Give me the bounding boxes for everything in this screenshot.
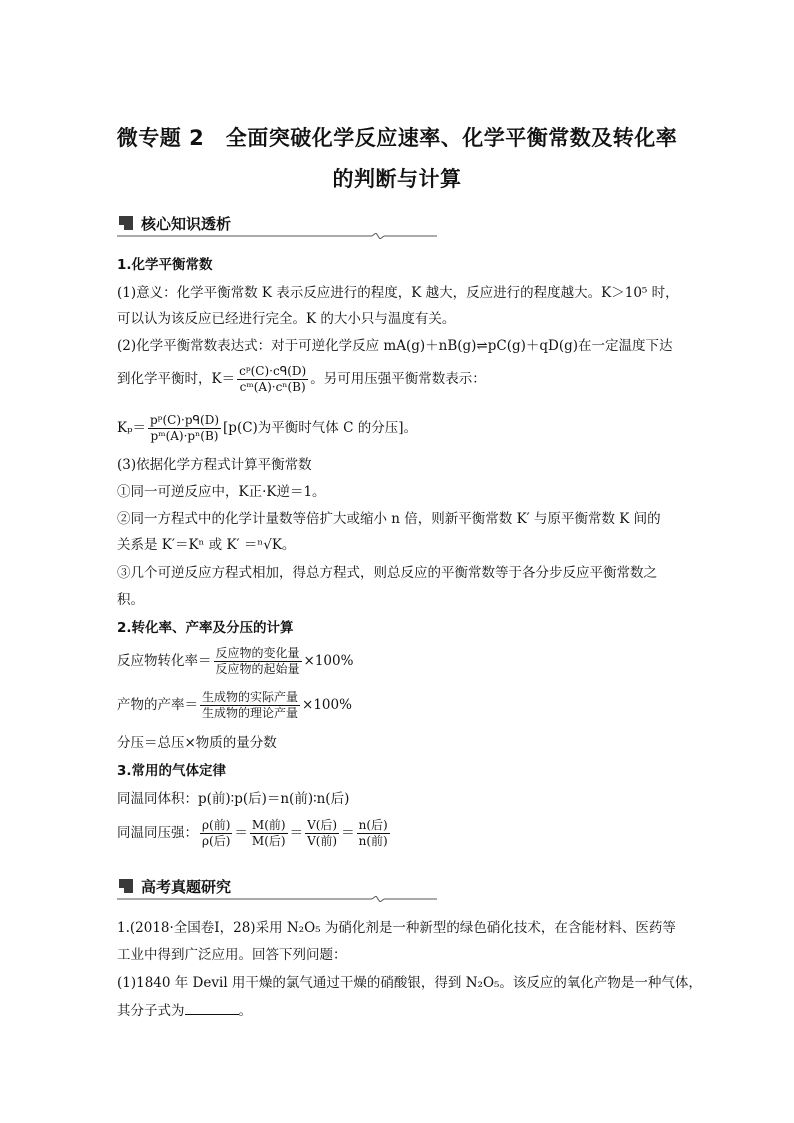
text: [p(C)为平衡时气体 C 的分压]。 (223, 420, 417, 436)
fraction-denominator: 反应物的起始量 (215, 662, 300, 676)
section-divider (117, 896, 437, 902)
page-title-line2: 的判断与计算 (332, 167, 462, 191)
section-title: 核心知识透析 (141, 215, 232, 233)
page-title-line1: 微专题 2 全面突破化学反应速率、化学平衡常数及转化率 (116, 126, 678, 150)
paragraph-line: 积。 (117, 592, 144, 608)
fraction (148, 413, 221, 444)
text: 反应物转化率＝ (117, 653, 212, 669)
section-divider (117, 233, 437, 239)
text: ×100% (303, 653, 354, 669)
fraction-denominator: M(后) (251, 834, 286, 848)
paragraph-line: (3)依据化学方程式计算平衡常数 (117, 457, 312, 473)
fraction (250, 818, 288, 849)
fraction-numerator: n(后) (358, 818, 388, 832)
fraction (200, 690, 300, 721)
paragraph-line: (2)化学平衡常数表达式：对于可逆化学反应 mA(g)＋nB(g)⇌pC(g)＋qD(g)在一定温度下达 (117, 338, 673, 354)
text: 其分子式为 (117, 1003, 185, 1019)
fraction-numerator: pᵖ(C)·pᑫ(D) (149, 413, 220, 427)
paragraph-line: ③几个可逆反应方程式相加，得总方程式，则总反应的平衡常数等于各分步反应平衡常数之 (117, 565, 657, 581)
question-line: 1.(2018·全国卷Ⅰ，28)采用 N₂O₅ 为硝化剂是一种新型的绿色硝化技术，在含能材料、医药等 (117, 920, 676, 936)
text: 。另可用压强平衡常数表示： (310, 371, 486, 387)
question-line: (1)1840 年 Devil 用干燥的氯气通过干燥的硝酸银，得到 N₂O₅。该反应的氧化产物是一种气体， (117, 975, 702, 991)
text: 产物的产率＝ (117, 697, 198, 713)
section-header-core (117, 213, 437, 235)
answer-blank[interactable] (185, 1002, 239, 1015)
gas-law-formula (117, 818, 392, 849)
yield-formula (117, 690, 352, 721)
fraction-numerator: M(前) (251, 818, 286, 832)
section-square-icon (119, 879, 133, 893)
paragraph-line: (1)意义：化学平衡常数 K 表示反应进行的程度，K 越大，反应进行的程度越大。K＞10⁵ 时， (117, 285, 679, 301)
equals: ＝ (234, 825, 248, 841)
k-expression-line (117, 364, 486, 395)
equals: ＝ (289, 825, 304, 841)
paragraph-line: ①同一可逆反应中，K正·K逆＝1。 (117, 484, 326, 500)
fraction (200, 818, 232, 849)
fraction-numerator: 生成物的实际产量 (202, 690, 299, 704)
kp-expression-line (117, 413, 417, 444)
fraction (357, 818, 390, 849)
fraction-numerator: V(后) (307, 818, 338, 832)
fraction (214, 646, 302, 677)
fraction-denominator: pᵐ(A)·pⁿ(B) (150, 429, 219, 443)
text: Kₚ＝ (117, 420, 146, 436)
question-line-with-blank: 其分子式为 。 (117, 1003, 252, 1019)
heading-1: 1.化学平衡常数 (117, 257, 213, 273)
section-header-exam (117, 876, 437, 898)
fraction-denominator: 生成物的理论产量 (202, 706, 299, 720)
text: 到化学平衡时，K＝ (117, 371, 236, 387)
paragraph-line: 关系是 K′＝Kⁿ 或 K′ ＝ⁿ√K。 (117, 537, 296, 553)
fraction-numerator: 反应物的变化量 (215, 646, 300, 660)
paragraph-line: 同温同体积：p(前)∶p(后)＝n(前)∶n(后) (117, 791, 350, 807)
fraction-denominator: ρ(后) (202, 834, 231, 848)
fraction-denominator: n(前) (358, 834, 388, 848)
paragraph-line: 分压＝总压×物质的量分数 (117, 735, 277, 751)
paragraph-line: 可以认为该反应已经进行完全。K 的大小只与温度有关。 (117, 311, 456, 327)
fraction-numerator: cᵖ(C)·cᑫ(D) (239, 364, 307, 378)
section-square-icon (119, 216, 133, 230)
section-title: 高考真题研究 (141, 878, 232, 896)
conversion-formula (117, 646, 353, 677)
text: ×100% (302, 697, 352, 713)
paragraph-line: ②同一方程式中的化学计量数等倍扩大或缩小 n 倍，则新平衡常数 K′ 与原平衡常数 K 间的 (117, 511, 661, 527)
fraction (305, 818, 339, 849)
fraction (237, 364, 308, 395)
equals: ＝ (341, 825, 355, 841)
fraction-denominator: cᵐ(A)·cⁿ(B) (239, 380, 306, 394)
text: 同温同压强： (117, 825, 198, 841)
heading-3: 3.常用的气体定律 (117, 763, 227, 779)
heading-2: 2.转化率、产率及分压的计算 (117, 620, 294, 636)
question-line: 工业中得到广泛应用。回答下列问题： (117, 947, 347, 963)
fraction-denominator: V(前) (307, 834, 338, 848)
fraction-numerator: ρ(前) (202, 818, 231, 832)
